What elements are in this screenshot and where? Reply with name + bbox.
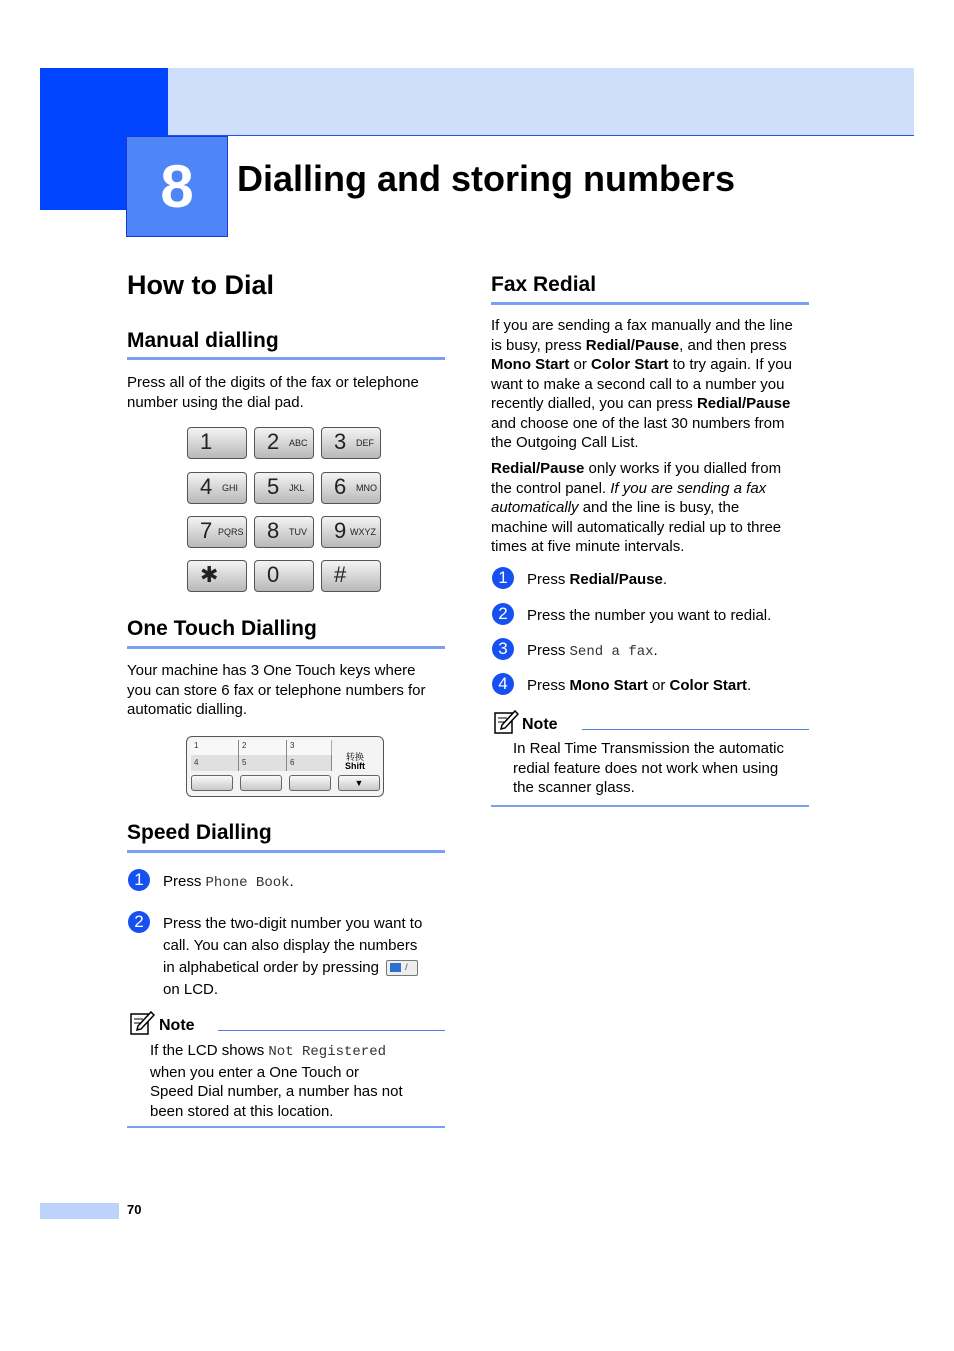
one-touch-panel (186, 736, 384, 797)
note-rule (218, 1030, 445, 1031)
fax-redial-paragraph-1: If you are sending a fax manually and the line is busy, press Redial/Pause, and then press Mono Start or Color Start to try again. If you want to make a second call to a number you recently dialled, you can press Redial/Pause and choose one of the last 30 numbers from the Outgoing Call List. (491, 317, 793, 451)
dial-key-5: 5 JKL (254, 472, 314, 504)
shift-key (338, 775, 380, 791)
note-title: Note (159, 1017, 195, 1034)
section-title: How to Dial (127, 270, 274, 300)
note-title: Note (522, 716, 558, 733)
dial-key-7: 7 PQRS (187, 516, 247, 548)
step-number-1: 1 (492, 567, 514, 589)
dial-pad (187, 427, 385, 595)
note-text: In Real Time Transmission the automatic redial feature does not work when using the scanner glass. (513, 740, 784, 796)
redial-step-4: Press Mono Start or Color Start. (527, 677, 752, 694)
one-touch-label-6: 6 (287, 755, 332, 771)
one-touch-label-5: 5 (239, 755, 287, 771)
dial-key-3: 3 DEF (321, 427, 381, 459)
one-touch-key-1 (191, 775, 233, 791)
note-bottom-rule (491, 805, 809, 807)
fax-redial-paragraph-2: Redial/Pause only works if you dialled from the control panel. If you are sending a fax automatically and the line is busy, the machine will automatically redial up to three times at five minute intervals. (491, 460, 782, 555)
manual-dialling-heading: Manual dialling (127, 329, 279, 352)
step-number-4: 4 (492, 673, 514, 695)
shift-label: 转换 Shift (345, 752, 365, 771)
step-number-3: 3 (492, 638, 514, 660)
chapter-header-band (168, 68, 914, 136)
arrow-down-icon: ▼ (354, 778, 364, 788)
dial-key-8: 8 TUV (254, 516, 314, 548)
chapter-title: Dialling and storing numbers (237, 158, 736, 199)
chapter-number: 8 (126, 136, 228, 237)
step-number-1: 1 (128, 869, 150, 891)
dial-key-4: 4 GHI (187, 472, 247, 504)
step-number-2: 2 (492, 603, 514, 625)
step-number-2: 2 (128, 911, 150, 933)
manual-dialling-text: Press all of the digits of the fax or telephone number using the dial pad. (127, 374, 419, 411)
one-touch-heading: One Touch Dialling (127, 617, 317, 640)
note-text: If the LCD shows Not Registered when you enter a One Touch or Speed Dial number, a number has not been stored at this location. (150, 1042, 403, 1120)
fax-redial-heading: Fax Redial (491, 273, 597, 296)
redial-step-3: Press Send a fax. (527, 642, 658, 660)
dial-key-9: 9 WXYZ (321, 516, 381, 548)
dial-key-hash: # (321, 560, 381, 592)
note-pencil-icon (129, 1010, 155, 1036)
redial-step-2: Press the number you want to redial. (527, 607, 772, 624)
heading-rule (127, 646, 445, 649)
heading-rule (127, 357, 445, 360)
one-touch-label-1: 1 (191, 740, 239, 755)
dial-key-1: 1 (187, 427, 247, 459)
one-touch-key-3 (289, 775, 331, 791)
speed-step-2: Press the two-digit number you want to call. You can also display the numbers in alphabetical order by pressing / on LCD. (163, 915, 423, 998)
one-touch-label-3: 3 (287, 740, 332, 755)
note-pencil-icon (493, 709, 519, 735)
dial-key-star: ✱ (187, 560, 247, 592)
page-number-bar (40, 1203, 119, 1219)
one-touch-key-2 (240, 775, 282, 791)
redial-step-1: Press Redial/Pause. (527, 571, 668, 588)
heading-rule (491, 302, 809, 305)
heading-rule (127, 850, 445, 853)
dial-key-0: 0 (254, 560, 314, 592)
one-touch-label-2: 2 (239, 740, 287, 755)
dial-key-6: 6 MNO (321, 472, 381, 504)
note-bottom-rule (127, 1126, 445, 1128)
alphabet-search-icon: / (386, 960, 418, 976)
page-number: 70 (127, 1202, 142, 1217)
one-touch-label-4: 4 (191, 755, 239, 771)
speed-dialling-heading: Speed Dialling (127, 821, 272, 844)
dial-key-2: 2 ABC (254, 427, 314, 459)
speed-step-1: Press Phone Book. (163, 873, 294, 891)
note-rule (582, 729, 809, 730)
one-touch-text: Your machine has 3 One Touch keys where you can store 6 fax or telephone numbers for automatic dialling. (127, 662, 426, 718)
